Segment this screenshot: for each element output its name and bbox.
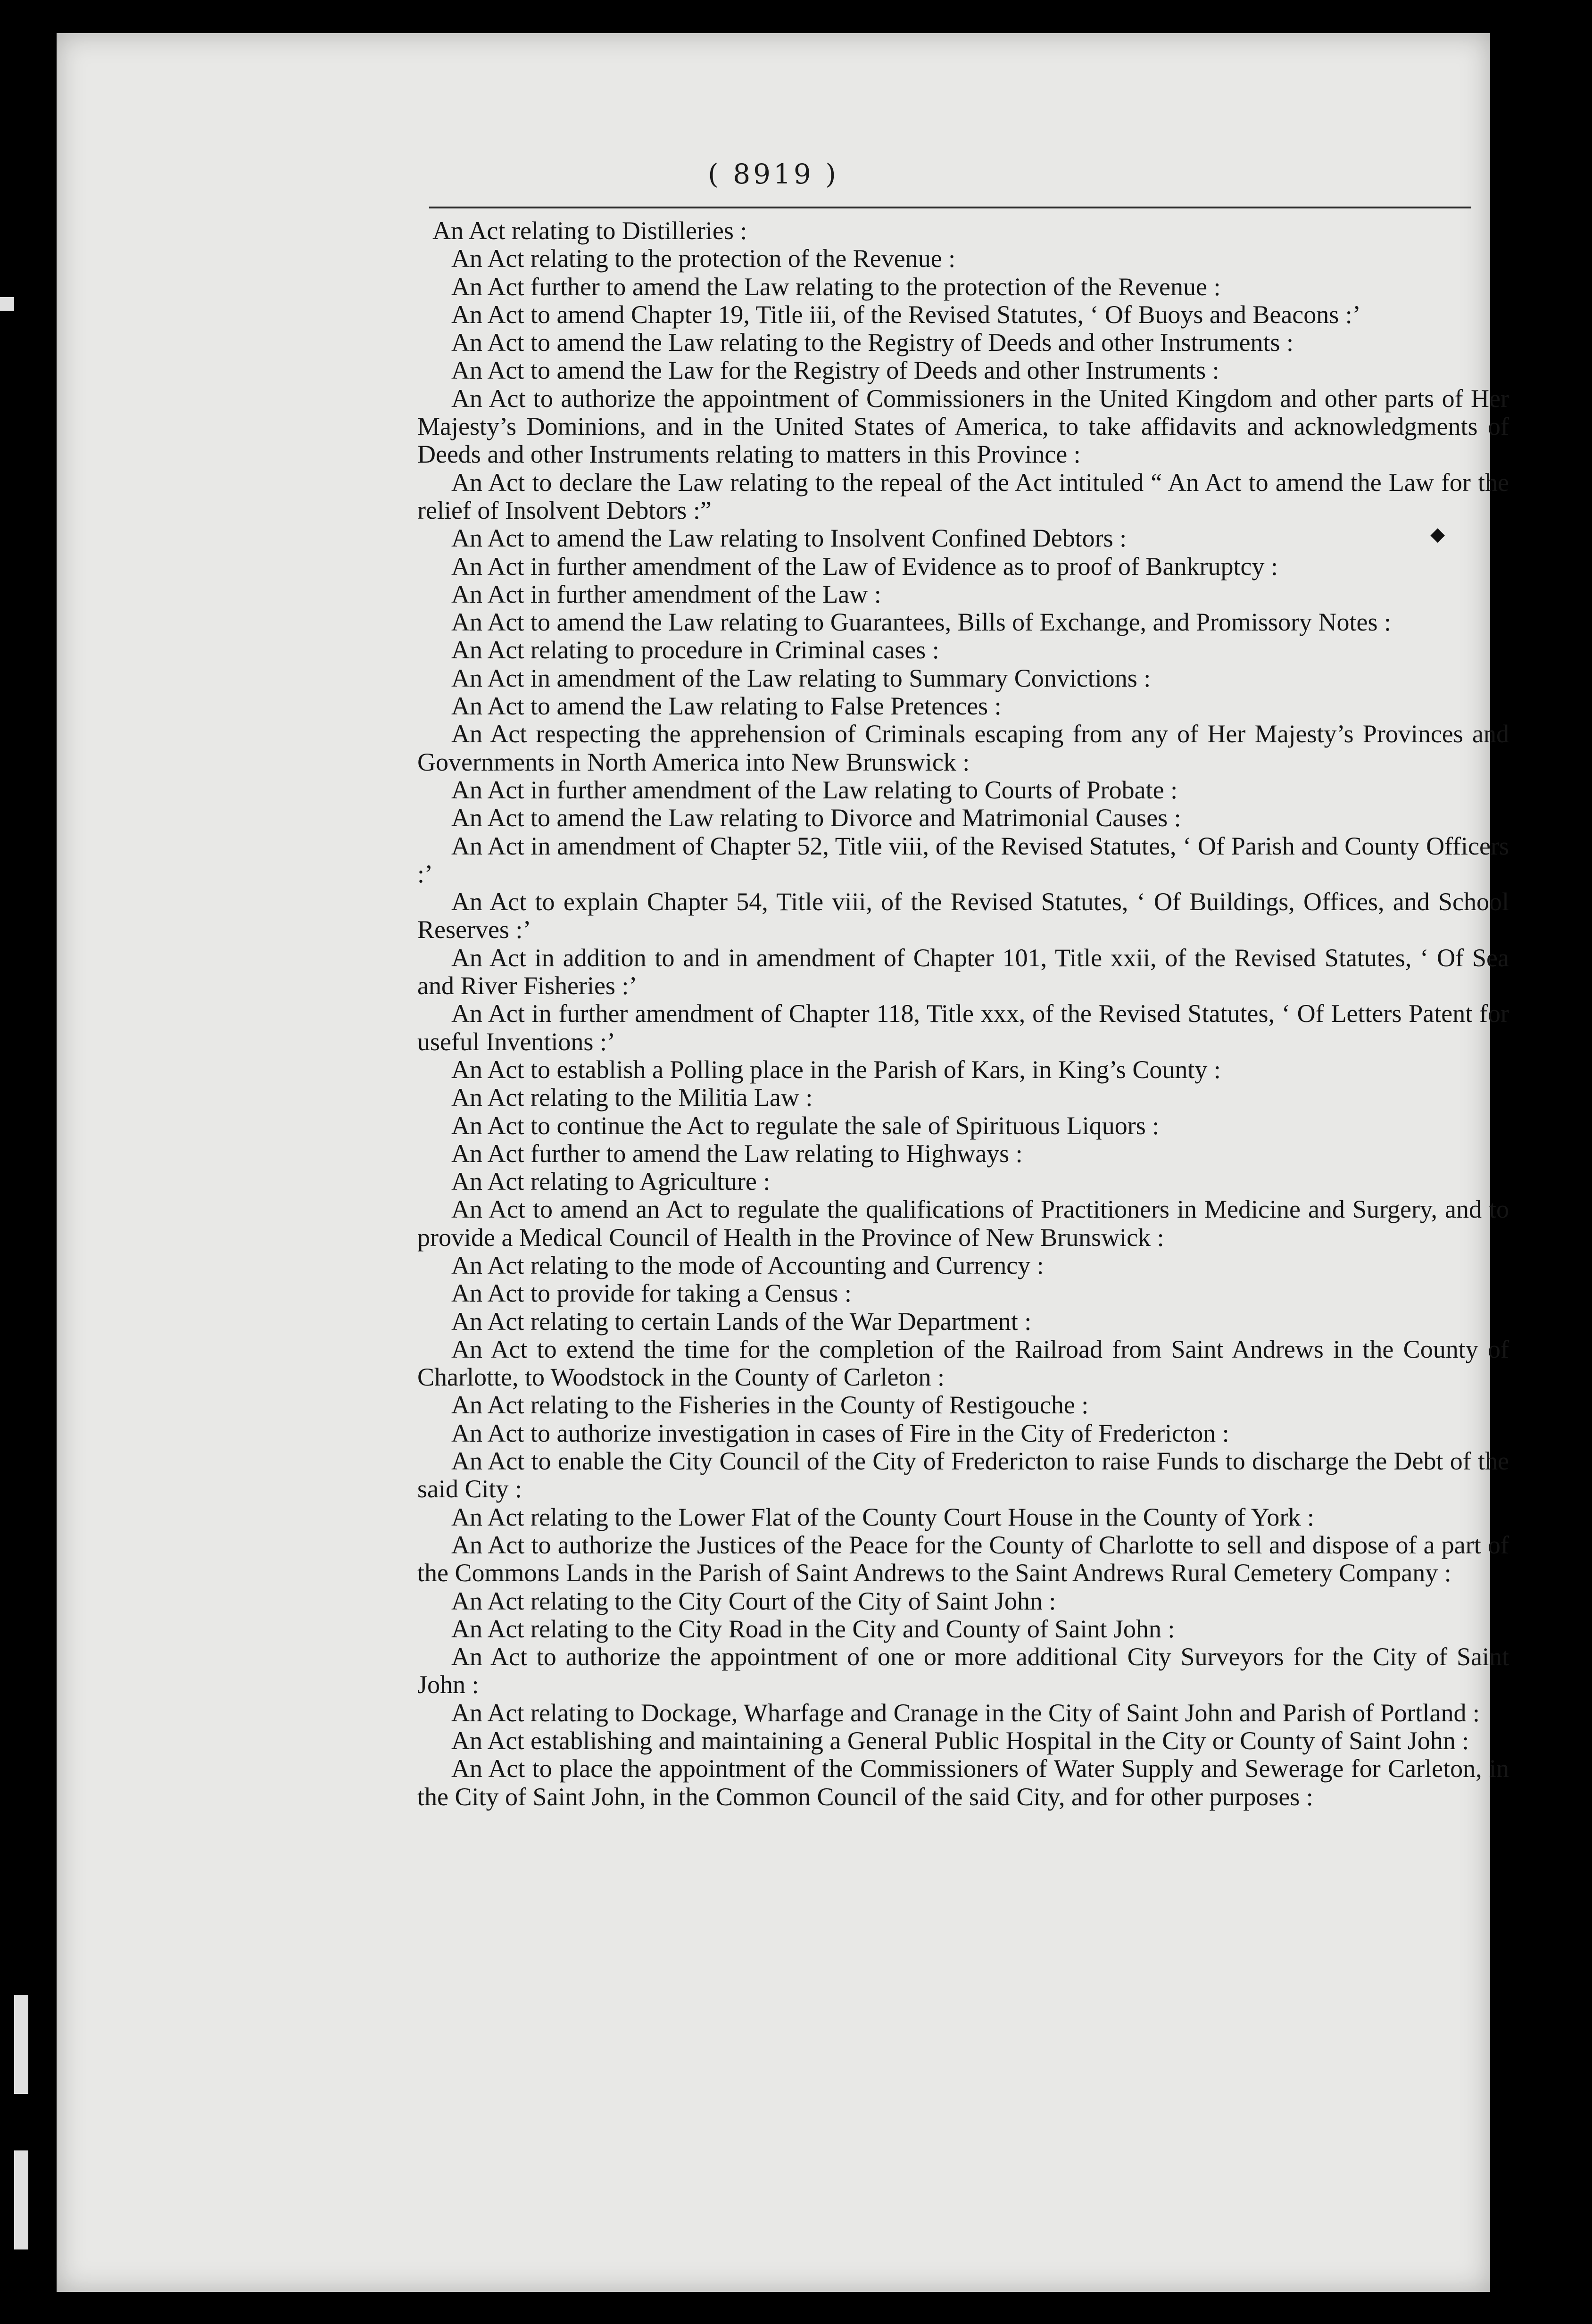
act-entry: An Act relating to the protection of the Revenue : [451, 244, 956, 273]
document-page [57, 33, 1509, 2292]
act-entry: An Act to place the appointment of the Commissioners of Water Supply and Sewerage for Carleton, in the City of Saint John, in the Common Council of the said City, and for other purposes : [417, 1754, 1509, 1811]
act-entry: An Act relating to Distilleries : [432, 216, 747, 245]
act-entry: An Act establishing and maintaining a General Public Hospital in the City or County of Saint John : [451, 1726, 1469, 1755]
act-entry: An Act relating to Agriculture : [451, 1167, 771, 1196]
edge-mark [0, 297, 14, 311]
act-entry: An Act to amend an Act to regulate the qualifications of Practitioners in Medicine and Surgery, and to provide a Medical Council of Health in the Province of New Brunswick : [417, 1195, 1509, 1252]
act-entry: An Act to provide for taking a Census : [451, 1279, 852, 1308]
act-entry: An Act to authorize the appointment of one or more additional City Surveyors for the City of Saint John : [417, 1643, 1509, 1699]
act-entry: An Act to explain Chapter 54, Title viii, of the Revised Statutes, ‘ Of Buildings, Offices, and School Reserves :’ [417, 888, 1509, 944]
edge-mark [14, 2150, 28, 2249]
act-entry: An Act in amendment of Chapter 52, Title viii, of the Revised Statutes, ‘ Of Parish and County Officers :’ [417, 831, 1509, 888]
act-entry: An Act to amend the Law relating to the Registry of Deeds and other Instruments : [451, 328, 1294, 357]
act-entry: An Act in further amendment of the Law of Evidence as to proof of Bankruptcy : [451, 552, 1278, 581]
act-entry: An Act to authorize the Justices of the Peace for the County of Charlotte to sell and dispose of a part of the Commons Lands in the Parish of Saint Andrews to the Saint Andrews Rural Cemetery Company : [417, 1530, 1509, 1587]
act-entry: An Act in further amendment of the Law relating to Courts of Probate : [451, 775, 1178, 804]
page-number: ( 8919 ) [708, 158, 839, 190]
act-entry: An Act relating to the Lower Flat of the County Court House in the County of York : [451, 1502, 1314, 1531]
act-entry: An Act to amend the Law for the Registry of Deeds and other Instruments : [451, 356, 1219, 385]
act-entry: An Act respecting the apprehension of Criminals escaping from any of Her Majesty’s Provinces and Governments in North America into New Brunswick : [417, 720, 1509, 776]
act-entry: An Act relating to the City Court of the City of Saint John : [451, 1586, 1056, 1615]
act-entry: An Act to declare the Law relating to the repeal of the Act intituled “ An Act to amend the Law for the relief of Insolvent Debtors :” [417, 468, 1509, 524]
act-entry: An Act to establish a Polling place in the Parish of Kars, in King’s County : [451, 1055, 1221, 1084]
act-entry: An Act further to amend the Law relating to Highways : [451, 1139, 1023, 1168]
acts-list [417, 217, 1509, 1811]
act-entry: An Act relating to the mode of Accounting and Currency : [451, 1251, 1044, 1279]
act-entry: An Act relating to the Fisheries in the County of Restigouche : [451, 1391, 1089, 1419]
act-entry: An Act in further amendment of Chapter 118, Title xxx, of the Revised Statutes, ‘ Of Letters Patent for useful Inventions :’ [417, 999, 1509, 1056]
act-entry: An Act to amend the Law relating to Divorce and Matrimonial Causes : [451, 804, 1181, 832]
act-entry: An Act to authorize investigation in cases of Fire in the City of Fredericton : [451, 1419, 1229, 1447]
act-entry: An Act to amend the Law relating to False Pretences : [451, 692, 1002, 721]
act-entry: An Act relating to the Militia Law : [451, 1083, 813, 1112]
act-entry: An Act in further amendment of the Law : [451, 580, 881, 608]
act-entry: An Act to extend the time for the completion of the Railroad from Saint Andrews in the County of Charlotte, to Woodstock in the County of Carleton : [417, 1335, 1509, 1392]
act-entry: An Act relating to the City Road in the City and County of Saint John : [451, 1614, 1175, 1643]
act-entry: An Act relating to certain Lands of the War Department : [451, 1307, 1032, 1336]
act-entry: An Act to continue the Act to regulate the sale of Spirituous Liquors : [451, 1111, 1160, 1140]
act-entry: An Act relating to Dockage, Wharfage and Cranage in the City of Saint John and Parish of Portland : [451, 1698, 1480, 1727]
act-entry: An Act to amend the Law relating to Insolvent Confined Debtors : [451, 524, 1127, 553]
act-entry: An Act to amend Chapter 19, Title iii, of the Revised Statutes, ‘ Of Buoys and Beacons :’ [451, 300, 1361, 329]
margin-mark-icon: ◆ [1430, 523, 1445, 545]
act-entry: An Act to enable the City Council of the City of Fredericton to raise Funds to discharge the Debt of the said City : [417, 1447, 1509, 1503]
header-rule [429, 207, 1471, 208]
act-entry: An Act relating to procedure in Criminal cases : [451, 636, 939, 664]
act-entry: An Act further to amend the Law relating to the protection of the Revenue : [451, 272, 1221, 301]
act-entry: An Act in addition to and in amendment of Chapter 101, Title xxii, of the Revised Statutes, ‘ Of Sea and River Fisheries :’ [417, 943, 1509, 1000]
act-entry: An Act to amend the Law relating to Guarantees, Bills of Exchange, and Promissory Notes : [451, 608, 1392, 637]
act-entry: An Act to authorize the appointment of Commissioners in the United Kingdom and other parts of Her Majesty’s Dominions, and in the United States of America, to take affidavits and acknowledgments of Deeds and other Instruments relating to matters in this Province : [417, 384, 1509, 469]
edge-mark [14, 1995, 28, 2094]
act-entry: An Act in amendment of the Law relating to Summary Convictions : [451, 664, 1151, 692]
